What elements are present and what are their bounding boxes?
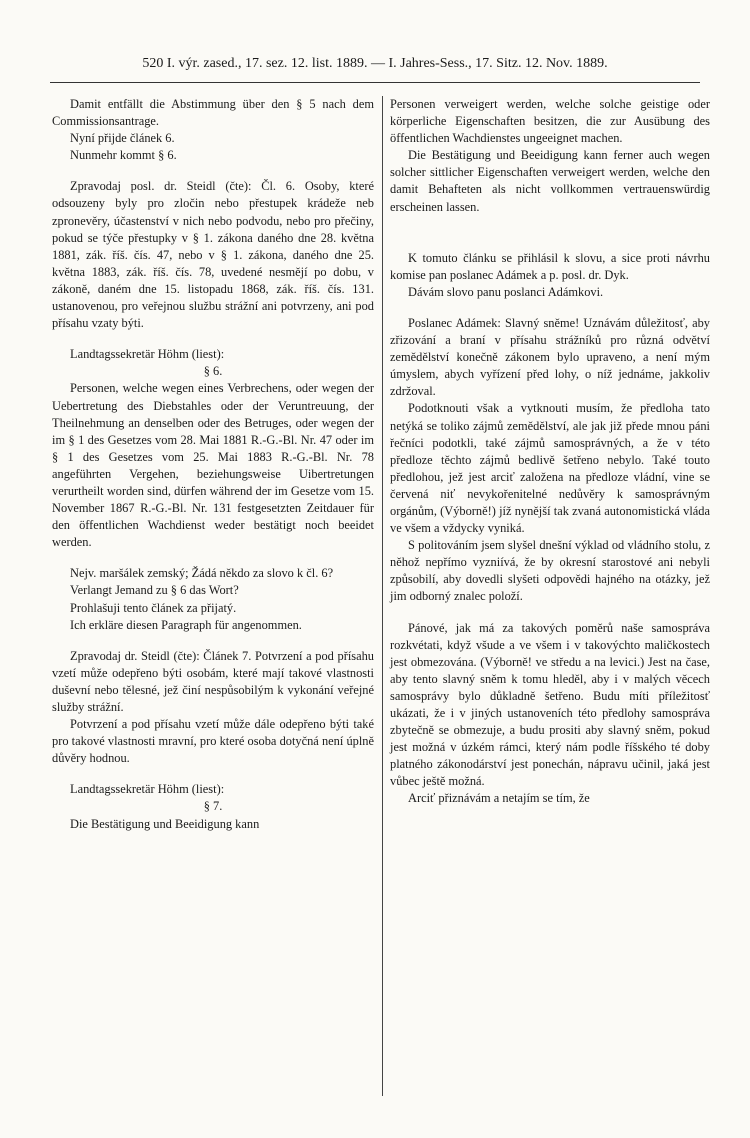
paragraph-r9: Arciť přiznávám a netajím se tím, že <box>408 791 590 806</box>
paragraph-gap <box>390 216 710 250</box>
paragraph-gap <box>52 767 374 781</box>
paragraph-r8: Pánové, jak má za takových poměrů naše samospráva rozkvétati, když všude a ve všem i v takovýchto maličkostech jest obmezována. (Výborně! ve středu a na levici.) Jest na čase, aby tento slavný sněm k tomu hleděl, aby i v malých věcech samosprávy bylo důkladně šetřeno. Budu míti příležitosť ukázati, že i v jiných ustanoveních této předlohy samospráva zbytečně se obmezuje, a budu prositi aby slavný sněm, pokud jest možná v úzkém rámci, který nám podle říšského té doby platného zákonodárství jest ponechán, nápravu učinil, jaká jest vůbec ještě možná. <box>390 620 710 789</box>
page-header: 520 I. výr. zased., 17. sez. 12. list. 1889. — I. Jahres-Sess., 17. Sitz. 12. Nov. 1889. <box>142 56 608 71</box>
paragraph-l2: Nyní přijde článek 6. <box>70 131 175 146</box>
paragraph-l15: § 7. <box>203 799 223 814</box>
paragraph-r4: Dávám slovo panu poslanci Adámkovi. <box>408 284 604 299</box>
paragraph-r7: S politováním jsem slyšel dnešní výklad od vládního stolu, z něhož nepřímo vyzniívá, že by okresní starostové ani nebyli způsobilí, aby dovedli slyšeti odpovědi hajného na otázky, jež jim odborný znalec položí. <box>390 538 710 604</box>
paragraph-r3: K tomuto článku se přihlásil k slovu, a sice proti návrhu komise pan poslanec Adámek a p. posl. dr. Dyk. <box>390 250 710 282</box>
paragraph-l3: Nunmehr kommt § 6. <box>70 148 177 163</box>
paragraph-l14: Landtagssekretär Höhm (liest): <box>70 782 225 797</box>
paragraph-gap <box>390 606 710 620</box>
paragraph-l10: Prohlašuji tento článek za přijatý. <box>70 600 237 615</box>
paragraph-gap <box>52 634 374 648</box>
header-rule <box>50 82 700 83</box>
paragraph-gap <box>52 332 374 346</box>
paragraph-l7: Personen, welche wegen eines Verbrechens, oder wegen der Uebertretung des Diebstahles oder der Veruntreuung, der Theilnehmung an denselben oder des Betruges, oder wegen der im § 1 des Gesetzes vom 28. Mai 1881 R.-G.-Bl. Nr. 47 oder im § 1 des Gesetzes vom 25. Mai 1883 R.-G.-Bl. Nr. 78 angeführten Vergehen, beziehungsweise Uibertretungen verurtheilt worden sind, dürfen während der im Gesetze vom 15. November 1867 R.-G.-Bl. Nr. 131 festgesetzten Zeitdauer für den öffentlichen Wachdienst weder bestätigt noch beeidet werden. <box>52 381 374 550</box>
paragraph-l8: Nejv. maršálek zemský; Žádá někdo za slovo k čl. 6? <box>70 566 334 581</box>
right-column <box>390 96 710 808</box>
paragraph-l1: Damit entfällt die Abstimmung über den § 5 nach dem Commissionsantrage. <box>52 97 374 129</box>
paragraph-gap <box>52 164 374 178</box>
paragraph-l9: Verlangt Jemand zu § 6 das Wort? <box>70 583 239 598</box>
paragraph-r2: Die Bestätigung und Beeidigung kann ferner auch wegen solcher sittlicher Eigenschaften verweigert werden, welche den damit Behafteten als nicht vollkommen vertrauenswürdig erscheinen lassen. <box>390 148 710 214</box>
paragraph-l5: Landtagssekretär Höhm (liest): <box>70 347 225 362</box>
paragraph-l12: Zpravodaj dr. Steidl (čte): Článek 7. Potvrzení a pod přísahu vzetí může odepřeno býti osobám, které mají takové vlastnosti duševní nebo tělesné, jež činí nespůsobilým k vykonání veřejné služby strážní. <box>52 648 374 714</box>
paragraph-gap <box>52 551 374 565</box>
paragraph-r6: Podotknouti však a vytknouti musím, že předloha tato netýká se toliko zájmů zemědělství, ale jak již přede mnou páni řečníci podotkli, také zájmů samosprávných, a že v této předloze těchto zájmů bedlivě šetřeno nebylo. Také touto předlohou, jež jest arciť založena na předloze vládní, vine se červená niť nevykořenitelné nedůvěry k samosprávným orgánům, (Výborně!) jíž nynější tak zvaná autonomistická vláda ve všem a vždycky vyniká. <box>390 401 710 536</box>
paragraph-l11: Ich erkläre diesen Paragraph für angenommen. <box>70 617 302 632</box>
paragraph-l13: Potvrzení a pod přísahu vzetí může dále odepřeno býti také pro takové vlastnosti mravní, pro které osoba dotyčná není úplně důvěry hodnou. <box>52 717 374 766</box>
paragraph-r1: Personen verweigert werden, welche solche geistige oder körperliche Eigenschaften besitzen, die zur Ausübung des öffentlichen Wachdienstes ungeeignet machen. <box>390 97 710 146</box>
left-column <box>52 96 374 833</box>
column-divider <box>382 96 383 1096</box>
paragraph-gap <box>390 301 710 315</box>
paragraph-l4: Zpravodaj posl. dr. Steidl (čte): Čl. 6. Osoby, které odsouzeny byly pro zločin nebo přestupek krádeže neb zpronevěry, účastenství v nich nebo podvodu, nebo pro přečiny, pokud se týče přestupky v § 1. zákona daného dne 28. května 1881, zák. říš. čís. 47, nebo v § 1. zákona, daného dne 25. května 1883, zák. říš. čís. 78, uvedené nesmějí po dobu, v zákoně, daném dne 15. listopadu 1868, zák. říš. čís. 131. ustanovenou, pro veřejnou službu strážní ani potvrzeny, ani pod přísahu vzaty býti. <box>52 179 374 331</box>
paragraph-r5: Poslanec Adámek: Slavný sněme! Uznávám důležitosť, aby zřizování a braní v přísahu strážníků pro různá odvětví zemědělství konečně zákonem bylo upraveno, a není mým úmyslem, abych vyřízení před lohy, o níž jednáme, jakkoliv zdržoval. <box>390 315 710 399</box>
paragraph-l16: Die Bestätigung und Beeidigung kann <box>70 816 260 831</box>
paragraph-l6: § 6. <box>203 364 223 379</box>
